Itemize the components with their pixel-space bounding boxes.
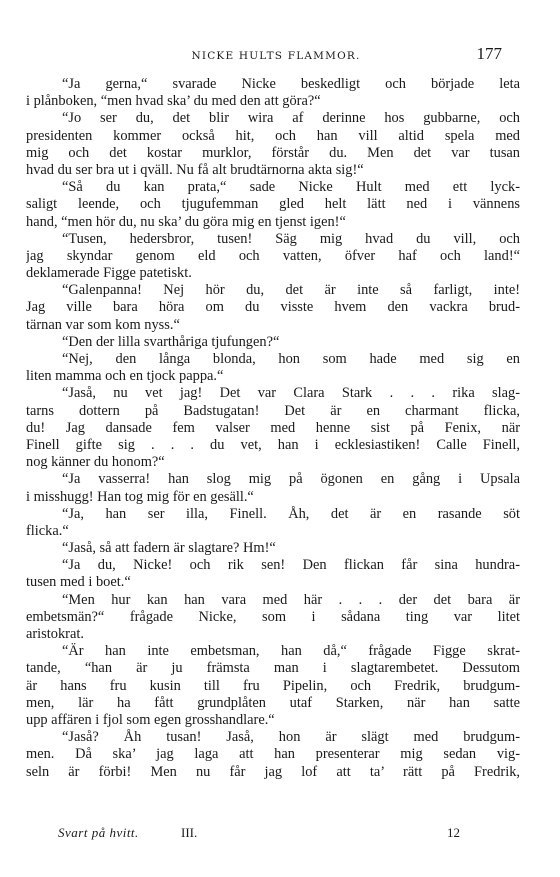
text-line: “Ja, han ser illa, Finell. Åh, det är en rasande söt [62,505,520,522]
page-footer [58,825,460,847]
text-line: i misshugg! Han tog mig för en gesäll.“ [26,488,254,505]
text-line: embetsmän?“ frågade Nicke, som i sådana ting var litet [26,608,520,625]
text-line: “Jaså, nu vet jag! Det var Clara Stark . . . rika slag- [62,385,520,402]
body-text [26,76,520,781]
text-line: tarns dottern på Badstugatan! Det är en charmant flicka, [26,402,520,419]
signature-mark: Svart på hvitt. [58,825,139,840]
text-line: “Jaså, så att fadern är slagtare? Hm!“ [62,540,276,557]
text-line: flicka.“ [26,522,69,539]
text-line: Finell gifte sig . . . du vet, han i ecklesiastiken! Calle Finell, [26,436,520,453]
text-line: mig och det kostar murklor, förstår du. Men det var tusan [26,144,520,161]
text-line: “Den der lilla svarthåriga tjufungen?“ [62,333,280,350]
page-number: 177 [476,44,502,63]
text-line: “Är han inte embetsman, han då,“ frågade Figge skrat- [62,643,520,660]
text-line: deklamerade Figge patetiskt. [26,265,192,282]
text-line: Jag ville bara höra om du visste hvem den vackra brud- [26,299,520,316]
text-line: jag skyndar genom eld och vatten, öfver haf och land!“ [26,247,520,264]
text-line: hvad du ser bra ut i qväll. Nu få alt brudtärnorna akta sig!“ [26,161,364,178]
text-line: liten mamma och en tjock pappa.“ [26,368,224,385]
text-line: “Jo ser du, det blir wira af derinne hos gubbarne, och [62,110,520,127]
text-line: “Så du kan prata,“ sade Nicke Hult med ett lyck- [62,179,520,196]
text-line: “Ja vasserra! han slog mig på ögonen en gång i Upsala [62,471,520,488]
text-line: i plånboken, “men hvad ska’ du med den att göra?“ [26,93,321,110]
sheet-folio: 12 [447,825,460,840]
text-line: “Ja du, Nicke! och rik sen! Den flickan får sina hundra- [62,557,520,574]
text-line: “Jaså? Åh tusan! Jaså, hon är slägt med brudgum- [62,729,520,746]
text-line: du! Jag dansade fem valser med henne sist på Fenix, när [26,419,520,436]
text-line: men. Då ska’ jag laga att han presenterar mig sedan vig- [26,746,520,763]
text-line: men, lär ha fått grundplåten utaf Starken, när han satte [26,694,520,711]
text-line: “Nej, den långa blonda, hon som hade med sig en [62,351,520,367]
text-line: tärnan var som kom nyss.“ [26,316,180,333]
text-line: upp affären i fjol som egen grosshandlare.“ [26,711,275,728]
text-line: “Men hur kan han vara med här . . . der det bara är [62,591,520,608]
text-line: “Ja gerna,“ svarade Nicke beskedligt och började leta [62,76,520,92]
running-title: NICKE HULTS FLAMMOR. [191,50,361,62]
text-line: nog känner du honom?“ [26,454,165,471]
text-line: seln är förbi! Men nu får jag lof att ta’ rätt på Fredrik, [26,763,520,780]
text-line: “Tusen, hedersbror, tusen! Säg mig hvad du vill, och [62,230,520,247]
page-header [20,44,532,68]
text-line: “Galenpanna! Nej hör du, det är inte så farligt, inte! [62,282,520,299]
text-line: är hans fru kusin till fru Pipelin, och Fredrik, brudgum- [26,677,520,694]
text-line: presidenten kommer också hit, och han vill altid spela med [26,127,520,144]
text-line: tusen med i boet.“ [26,574,131,591]
text-line: aristokrat. [26,626,84,642]
text-line: tande, “han är ju främsta man i slagtarembetet. Dessutom [26,660,520,677]
text-line: hand, “men hör du, nu ska’ du göra mig en tjenst igen!“ [26,213,346,230]
text-line: saligt leende, och tjugufemman gled helt lätt ned i vännens [26,196,520,213]
volume-number: III. [181,825,198,840]
